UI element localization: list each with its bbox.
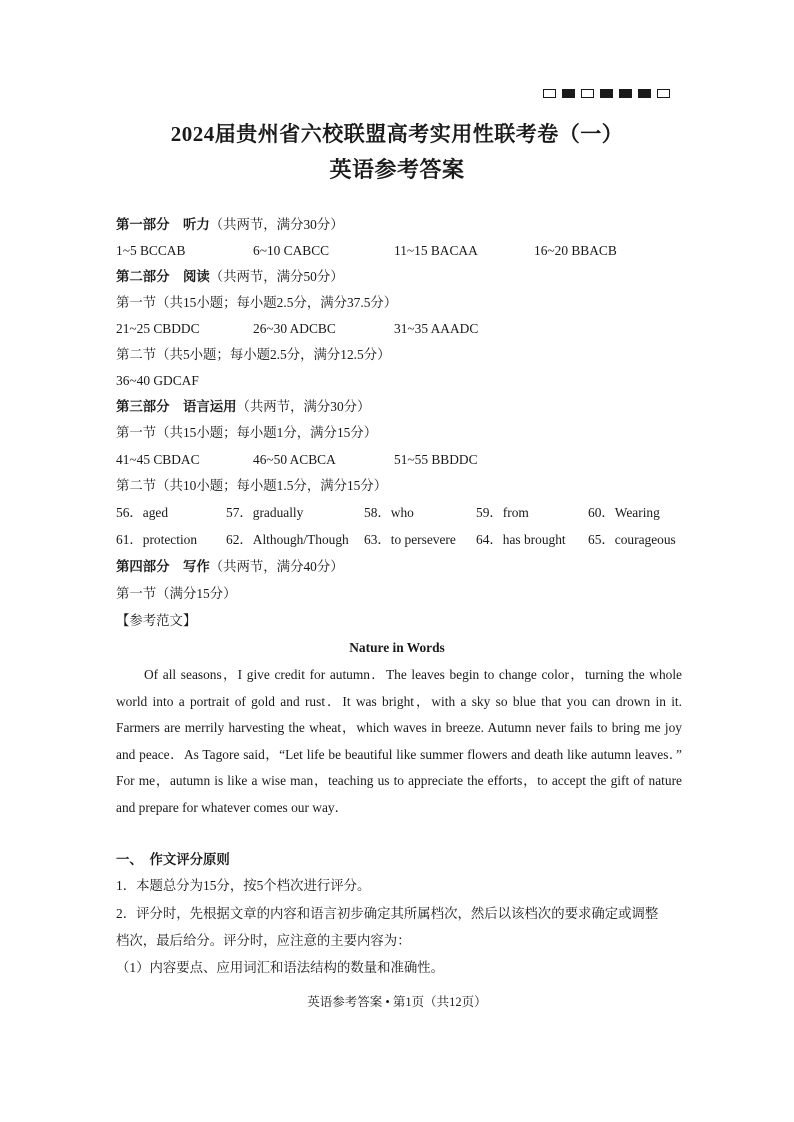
blank-answer: 56．aged: [116, 505, 169, 520]
mark-2: [581, 89, 594, 98]
header-marks: [543, 89, 670, 98]
blank-answer: 62．Although/Though: [226, 532, 349, 547]
part3-note: （共两节，满分30分）: [236, 399, 371, 414]
part2-section2: 第二节（共5小题；每小题2.5分，满分12.5分）: [116, 347, 391, 362]
grading-item-3: （1）内容要点、应用词汇和语法结构的数量和准确性。: [116, 960, 445, 975]
page-title: 2024届贵州省六校联盟高考实用性联考卷（一）: [170, 122, 624, 146]
grading-item-2-line2: 档次，最后给分。评分时，应注意的主要内容为：: [116, 933, 411, 948]
mark-3: [600, 89, 613, 98]
part4-section1: 第一节（满分15分）: [116, 586, 237, 601]
blank-answer: 63．to persevere: [364, 532, 456, 547]
mark-5: [638, 89, 651, 98]
part2-note: （共两节，满分50分）: [209, 269, 344, 284]
part4-heading: 第四部分 写作: [116, 559, 210, 574]
part3-row1: [116, 504, 686, 522]
mark-0: [543, 89, 556, 98]
sample-label: 【参考范文】: [116, 613, 197, 628]
answer-group: 31~35 AAADC: [394, 321, 479, 336]
part2-heading: 第二部分 阅读: [116, 269, 210, 284]
blank-answer: 64．has brought: [476, 532, 566, 547]
answer-group: 16~20 BBACB: [534, 243, 617, 258]
essay-paragraph: Of all seasons，I give credit for autumn．The leaves begin to change color，turning the whole world into a portrait of gold and rust．It was bright，with a sky so blue that you can drown in it. Farmers are merrily harvesting the wheat，which waves in breeze. Autumn never fails to bring me joy and peace．As Tagore said，“Let life be beautiful like summer flowers and death like autumn leaves．” For me，autumn is like a wise man，teaching us to appreciate the efforts，to accept the gift of nature and prepare for whatever comes our way．: [116, 667, 682, 815]
answer-group: 21~25 CBDDC: [116, 321, 200, 336]
answer-group: 26~30 ADCBC: [253, 321, 336, 336]
answer-group: 36~40 GDCAF: [116, 373, 199, 388]
part2-sec1-answers: [116, 320, 686, 338]
blank-answer: 60．Wearing: [588, 505, 660, 520]
part3-section1: 第一节（共15小题；每小题1分，满分15分）: [116, 425, 378, 440]
answer-group: 51~55 BBDDC: [394, 452, 478, 467]
part3-sec1-answers: [116, 451, 686, 469]
blank-answer: 65．courageous: [588, 532, 676, 547]
answer-group: 11~15 BACAA: [394, 243, 478, 258]
mark-4: [619, 89, 632, 98]
part2-heading-line: [116, 268, 344, 286]
part4-note: （共两节，满分40分）: [209, 559, 344, 574]
blank-answer: 57．gradually: [226, 505, 304, 520]
grading-item-2-line1: 2．评分时，先根据文章的内容和语言初步确定其所属档次，然后以该档次的要求确定或调整: [116, 906, 659, 921]
page-footer: 英语参考答案 • 第1页（共12页）: [307, 995, 487, 1009]
grading-item-1: 1．本题总分为15分，按5个档次进行评分。: [116, 878, 371, 893]
blank-answer: 59．from: [476, 505, 529, 520]
page-subtitle: 英语参考答案: [329, 157, 465, 182]
mark-1: [562, 89, 575, 98]
part1-heading-line: [116, 216, 344, 234]
blank-answer: 61．protection: [116, 532, 198, 547]
part4-heading-line: [116, 558, 344, 576]
answer-group: 1~5 BCCAB: [116, 243, 186, 258]
part1-answers: [116, 242, 686, 260]
essay-title: Nature in Words: [349, 640, 445, 655]
grading-heading: 一、 作文评分原则: [116, 852, 230, 867]
answer-group: 6~10 CABCC: [253, 243, 330, 258]
part3-row2: [116, 531, 686, 549]
part3-heading-line: [116, 398, 370, 416]
part1-heading: 第一部分 听力: [116, 217, 210, 232]
part2-section1: 第一节（共15小题；每小题2.5分，满分37.5分）: [116, 295, 398, 310]
blank-answer: 58．who: [364, 505, 414, 520]
part3-heading: 第三部分 语言运用: [116, 399, 237, 414]
mark-6: [657, 89, 670, 98]
answer-group: 46~50 ACBCA: [253, 452, 336, 467]
answer-group: 41~45 CBDAC: [116, 452, 200, 467]
part1-note: （共两节，满分30分）: [209, 217, 344, 232]
part3-section2: 第二节（共10小题；每小题1.5分，满分15分）: [116, 478, 388, 493]
